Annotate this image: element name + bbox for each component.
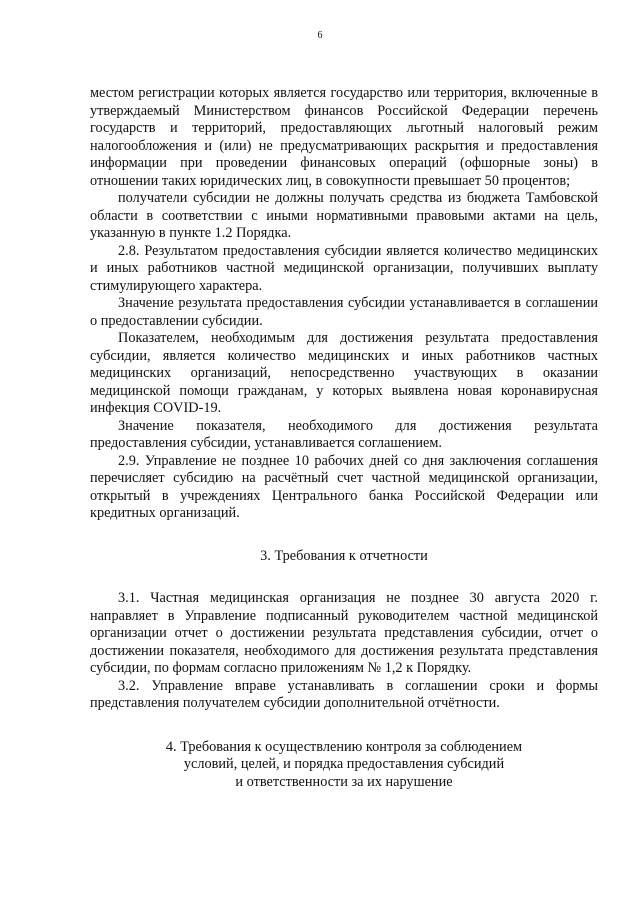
- section-4-heading-line-3: и ответственности за их нарушение: [235, 773, 453, 790]
- paragraph-3-1-report: 3.1. Частная медицинская организация не позднее 30 августа 2020 г. направляет в Управление подписанный руководителем частной медицинской организации отчет о достижении результата представления субсидии, отчет о достижении показателя, необходимого для достижения результата представления субсидии, по формам согласно приложениям № 1,2 к Порядку.: [90, 590, 598, 676]
- section-4-heading: [90, 739, 598, 792]
- section-3-heading: 3. Требования к отчетности: [260, 547, 428, 564]
- paragraph-budget-funds: получатели субсидии не должны получать средства из бюджета Тамбовской области в соответствии с иными нормативными правовыми актами на цель, указанную в пункте 1.2 Порядка.: [90, 190, 598, 241]
- paragraph-offshore-condition: местом регистрации которых является государство или территория, включенные в утверждаемый Министерством финансов Российской Федерации перечень государств и территорий, предоставляющих льготный налоговый режим налогообложения и (или) не предусматривающих раскрытия и предоставления информации при проведении финансовых операций (офшорные зоны) в отношении таких юридических лиц, в совокупности превышает 50 процентов;: [90, 85, 598, 189]
- paragraph-3-2-additional: 3.2. Управление вправе устанавливать в соглашении сроки и формы представления получателем субсидии дополнительной отчётности.: [90, 677, 598, 711]
- paragraph-result-value: Значение результата предоставления субсидии устанавливается в соглашении о предоставлении субсидии.: [90, 295, 598, 329]
- page-number: 6: [317, 30, 323, 41]
- section-4-heading-line-1: 4. Требования к осуществлению контроля за соблюдением: [165, 738, 523, 755]
- paragraph-2-9-transfer: 2.9. Управление не позднее 10 рабочих дней со дня заключения соглашения перечисляет субсидию на расчётный счет частной медицинской организации, открытый в учреждениях Центрального банка Российской Федерации или кредитных организаций.: [90, 452, 598, 521]
- section-4-heading-line-2: условий, целей, и порядка предоставления субсидий: [183, 756, 505, 772]
- document-body: [90, 85, 598, 791]
- paragraph-indicator: Показателем, необходимым для достижения результата предоставления субсидии, является количество медицинских и иных работников частных медицинских организаций, непосредственно участвующих в оказании медицинской помощи гражданам, у которых выявлена новая коронавирусная инфекция COVID-19.: [90, 330, 598, 416]
- paragraph-indicator-value: Значение показателя, необходимого для достижения результата предоставления субсидии, устанавливается соглашением.: [90, 417, 598, 451]
- paragraph-2-8-result: 2.8. Результатом предоставления субсидии является количество медицинских и иных работников частной медицинской организации, получивших выплату стимулирующего характера.: [90, 242, 598, 294]
